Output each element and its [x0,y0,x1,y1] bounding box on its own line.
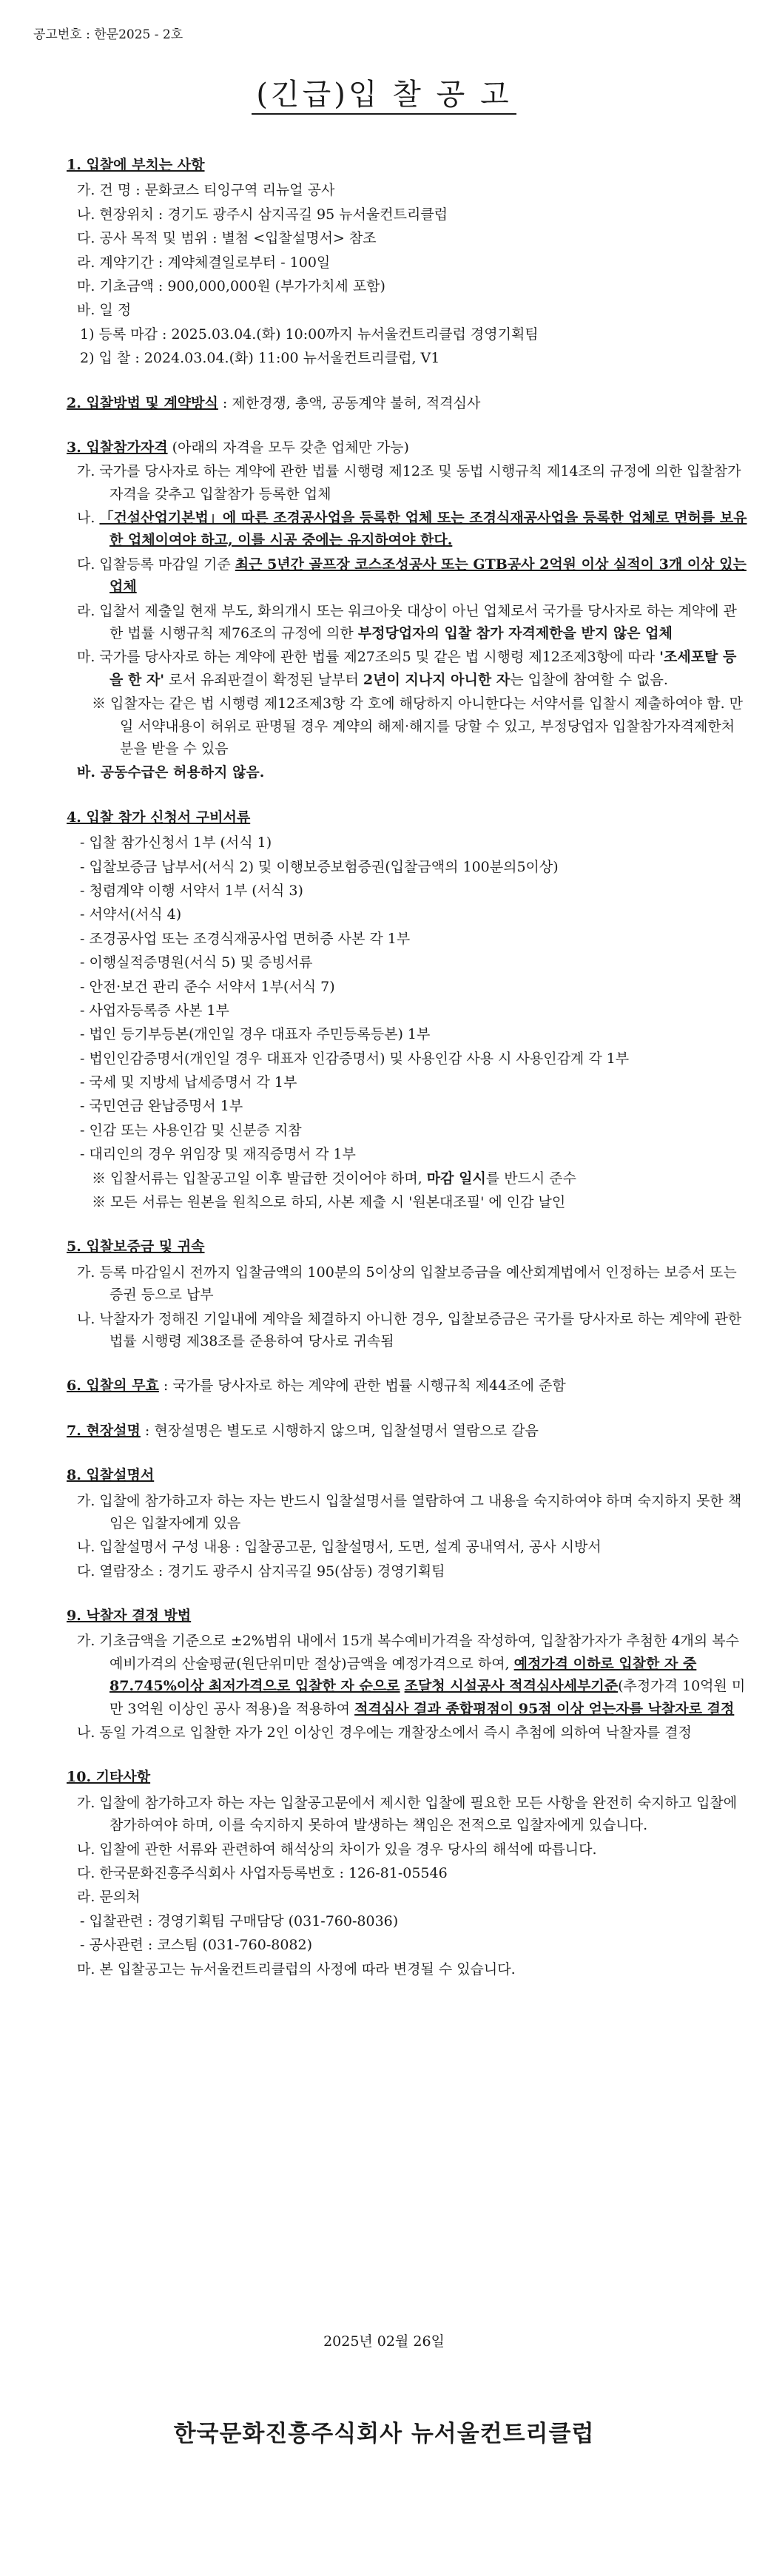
section-7 [67,1420,747,1442]
s4-doc-item: - 입찰보증금 납부서(서식 2) 및 이행보증보험증권(입찰금액의 100분의5이상) [80,858,559,875]
section-10 [67,1766,747,1980]
s3-da-emphasis: 최근 5년간 골프장 코스조성공사 또는 GTB공사 2억원 이상 실적이 3개 이상 있는 업체 [110,556,747,596]
section-6-text: : 국가를 당사자로 하는 계약에 관한 법률 시행규칙 제44조에 준함 [158,1378,566,1395]
section-3 [67,436,747,784]
s4-doc-item: - 대리인의 경우 위임장 및 재직증명서 각 1부 [80,1146,356,1163]
s10-item-na: 나. 입찰에 관한 서류와 관련하여 해석상의 차이가 있을 경우 당사의 해석에 따릅니다. [77,1841,597,1858]
section-2-heading: 2. 입찰방법 및 계약방식 [67,394,218,411]
section-4-heading: 4. 입찰 참가 신청서 구비서류 [67,809,251,826]
s8-item: 가. 입찰에 참가하고자 하는 자는 반드시 입찰설명서를 열람하여 그 내용을 숙지하여야 하며 숙지하지 못한 책임은 입찰자에게 있음 [77,1492,742,1531]
s4-doc-item: - 국민연금 완납증명서 1부 [80,1098,243,1115]
s10-item-ga: 가. 입찰에 참가하고자 하는 자는 입찰공고문에서 제시한 입찰에 필요한 모든 사항을 완전히 숙지하고 입찰에 참가하여야 하며, 이를 숙지하지 못하여 발생하는 책임은 전적으로 입찰자에게 있습니다. [77,1794,738,1834]
s3-item-da: 다. 입찰등록 마감일 기준 최근 5년간 골프장 코스조성공사 또는 GTB공사 2억원 이상 실적이 3개 이상 있는 업체 [77,556,747,596]
s4-doc-item: - 인감 또는 사용인감 및 신분증 지참 [80,1122,302,1139]
s3-item-ma: 마. 국가를 당사자로 하는 계약에 관한 법률 제27조의5 및 같은 법 시행령 제12조제3항에 따라 '조세포탈 등을 한 자' 로서 유죄판결이 확정된 날부터 2년이 지나지 아니한 자는 입찰에 참여할 수 없음. [77,649,737,688]
s10-item-ra: 라. 문의처 [77,1889,141,1906]
s4-doc-item: - 법인인감증명서(개인일 경우 대표자 인감증명서) 및 사용인감 사용 시 사용인감계 각 1부 [80,1050,630,1067]
s1-item: 마. 기초금액 : 900,000,000원 (부가가치세 포함) [77,277,385,294]
s3-na-emphasis: 「건설산업기본법」에 따른 조경공사업을 등록한 업체 또는 조경식재공사업을 등록한 업체로 면허를 보유한 업체이여야 하고, 이를 시공 중에는 유지하여야 한다. [99,510,747,549]
section-8 [67,1464,747,1582]
section-5 [67,1235,747,1352]
section-2 [67,392,747,414]
s1-item: 나. 현장위치 : 경기도 광주시 삼지곡길 95 뉴서울컨트리클럽 [77,206,448,223]
page-title [0,71,768,118]
notice-date: 2025년 02월 26일 [323,2333,445,2350]
s3-note: ※ 입찰자는 같은 법 시행령 제12조제3항 각 호에 해당하지 아니한다는 서약서를 입찰시 제출하여야 함. 만일 서약내용이 허위로 판명될 경우 계약의 해제·해지를 당할 수 있고, 부정당업자 입찰참가자격제한처분을 받을 수 있음 [92,695,744,757]
s10-contact: - 입찰관련 : 경영기획팀 구매담당 (031-760-8036) [80,1912,399,1929]
section-1 [67,154,747,370]
s9-ga-emphasis-1: 예정가격 이하로 입찰한 자 중 87.745%이상 최저가격으로 입찰한 자 순으로 [110,1655,697,1695]
s1-item: 가. 건 명 : 문화코스 티잉구역 리뉴얼 공사 [77,182,335,199]
s4-doc-item: - 사업자등록증 사본 1부 [80,1002,229,1019]
s9-ga-emphasis-3: 적격심사 결과 종합평점이 95점 이상 얻는자를 낙찰자로 결정 [354,1700,735,1717]
section-9 [67,1605,747,1744]
section-6 [67,1375,747,1397]
s3-item-na: 나. 「건설산업기본법」에 따른 조경공사업을 등록한 업체 또는 조경식재공사업을 등록한 업체로 면허를 보유한 업체이여야 하고, 이를 시공 중에는 유지하여야 한다. [77,510,747,549]
s4-doc-item: - 청렴계약 이행 서약서 1부 (서식 3) [80,882,303,899]
s3-ra-emphasis: 부정당업자의 입찰 참가 자격제한을 받지 않은 업체 [357,625,673,642]
title-text: (긴급)입 찰 공 고 [252,78,516,115]
s4-doc-item: - 조경공사업 또는 조경식재공사업 면허증 사본 각 1부 [80,930,411,947]
s4-note-1: ※ 입찰서류는 입찰공고일 이후 발급한 것이어야 하며, 마감 일시를 반드시 준수 [92,1170,577,1187]
s1-item: 라. 계약기간 : 계약체결일로부터 - 100일 [77,254,331,271]
s3-item-ba: 바. 공동수급은 허용하지 않음. [77,764,265,781]
s3-item-ra: 라. 입찰서 제출일 현재 부도, 화의개시 또는 워크아웃 대상이 아닌 업체로서 국가를 당사자로 하는 계약에 관한 법률 시행규칙 제76조의 규정에 의한 부정당업자의 입찰 참가 자격제한을 받지 않은 업체 [77,602,737,642]
s4-note-emphasis: 마감 일시 [426,1170,486,1187]
s9-item-ga: 가. 기초금액을 기준으로 ±2%범위 내에서 15개 복수예비가격을 작성하여, 입찰참가자가 추첨한 4개의 복수예비가격의 산술평균(원단위미만 절상)금액을 예정가격으로 하여, 예정가격 이하로 입찰한 자 중 87.745%이상 최저가격으로 입찰한 자 순으로 조달청 시설공사 적격심사세부기준(추정가격 10억원 미만 3억원 이상인 공사 적용)을 적용하여 적격심사 결과 종합평점이 95점 이상 얻는자를 낙찰자로 결정 [77,1633,746,1717]
s3-item-ga: 가. 국가를 당사자로 하는 계약에 관한 법률 시행령 제12조 및 동법 시행규칙 제14조의 규정에 의한 입찰참가자격을 갖추고 입찰참가 등록한 업체 [77,463,741,502]
section-9-heading: 9. 낙찰자 결정 방법 [67,1608,192,1625]
section-7-text: : 현장설명은 별도로 시행하지 않으며, 입찰설명서 열람으로 갈음 [140,1422,539,1439]
s4-doc-item: - 법인 등기부등본(개인일 경우 대표자 주민등록등본) 1부 [80,1026,431,1043]
notice-number: 공고번호 : 한문2025 - 2호 [33,27,183,42]
s4-doc-item: - 국세 및 지방세 납세증명서 각 1부 [80,1074,297,1091]
s8-item: 다. 열람장소 : 경기도 광주시 삼지곡길 95(삼동) 경영기획팀 [77,1562,445,1579]
s3-ma-emphasis-2: 2년이 지나지 아니한 자 [363,671,511,688]
section-2-text: : 제한경쟁, 총액, 공동계약 불허, 적격심사 [218,394,481,411]
s5-item-na: 나. 낙찰자가 정해진 기일내에 계약을 체결하지 아니한 경우, 입찰보증금은 국가를 당사자로 하는 계약에 관한 법률 시행령 제38조를 준용하여 당사로 귀속됨 [77,1310,742,1349]
s1-schedule-item: 1) 등록 마감 : 2025.03.04.(화) 10:00까지 뉴서울컨트리클럽 경영기획팀 [80,326,539,343]
s8-item: 나. 입찰설명서 구성 내용 : 입찰공고문, 입찰설명서, 도면, 설계 공내역서, 공사 시방서 [77,1539,602,1556]
s4-doc-item: - 입찰 참가신청서 1부 (서식 1) [80,834,272,852]
s9-ga-emphasis-2: 조달청 시설공사 적격심사세부기준 [404,1678,619,1695]
section-3-heading: 3. 입찰참가자격 [67,439,168,456]
s10-item-da: 다. 한국문화진흥주식회사 사업자등록번호 : 126-81-05546 [77,1865,448,1881]
s4-note-2: ※ 모든 서류는 원본을 원칙으로 하되, 사본 제출 시 '원본대조필' 에 인감 날인 [92,1194,566,1211]
section-5-heading: 5. 입찰보증금 및 귀속 [67,1238,205,1255]
s1-item: 다. 공사 목적 및 범위 : 별첨 <입찰설명서> 참조 [77,230,377,247]
s10-contact: - 공사관련 : 코스팀 (031-760-8082) [80,1937,313,1954]
s10-item-ma: 마. 본 입찰공고는 뉴서울컨트리클럽의 사정에 따라 변경될 수 있습니다. [77,1960,516,1977]
section-6-heading: 6. 입찰의 무효 [67,1378,159,1395]
company-name: 한국문화진흥주식회사 뉴서울컨트리클럽 [173,2421,595,2447]
s1-schedule-item: 2) 입 찰 : 2024.03.04.(화) 11:00 뉴서울컨트리클럽, V1 [80,350,440,367]
s4-doc-item: - 안전·보건 관리 준수 서약서 1부(서식 7) [80,978,335,995]
section-1-heading: 1. 입찰에 부치는 사항 [67,157,205,173]
section-8-heading: 8. 입찰설명서 [67,1467,155,1484]
section-4 [67,806,747,1214]
section-10-heading: 10. 기타사항 [67,1769,151,1786]
section-3-heading-sub: (아래의 자격을 모두 갖춘 업체만 가능) [167,439,409,456]
s1-item: 바. 일 정 [77,302,132,319]
s4-doc-item: - 이행실적증명원(서식 5) 및 증빙서류 [80,954,313,971]
section-7-heading: 7. 현장설명 [67,1422,141,1439]
s9-item-na: 나. 동일 가격으로 입찰한 자가 2인 이상인 경우에는 개찰장소에서 즉시 추첨에 의하여 낙찰자를 결정 [77,1724,692,1742]
s3-ma-emphasis-1: '조세포탈 등을 한 자' [110,649,737,688]
s4-doc-item: - 서약서(서식 4) [80,906,182,923]
notice-body [67,145,747,1982]
s5-item-ga: 가. 등록 마감일시 전까지 입찰금액의 100분의 5이상의 입찰보증금을 예산회계법에서 인정하는 보증서 또는 증권 등으로 납부 [77,1264,737,1304]
